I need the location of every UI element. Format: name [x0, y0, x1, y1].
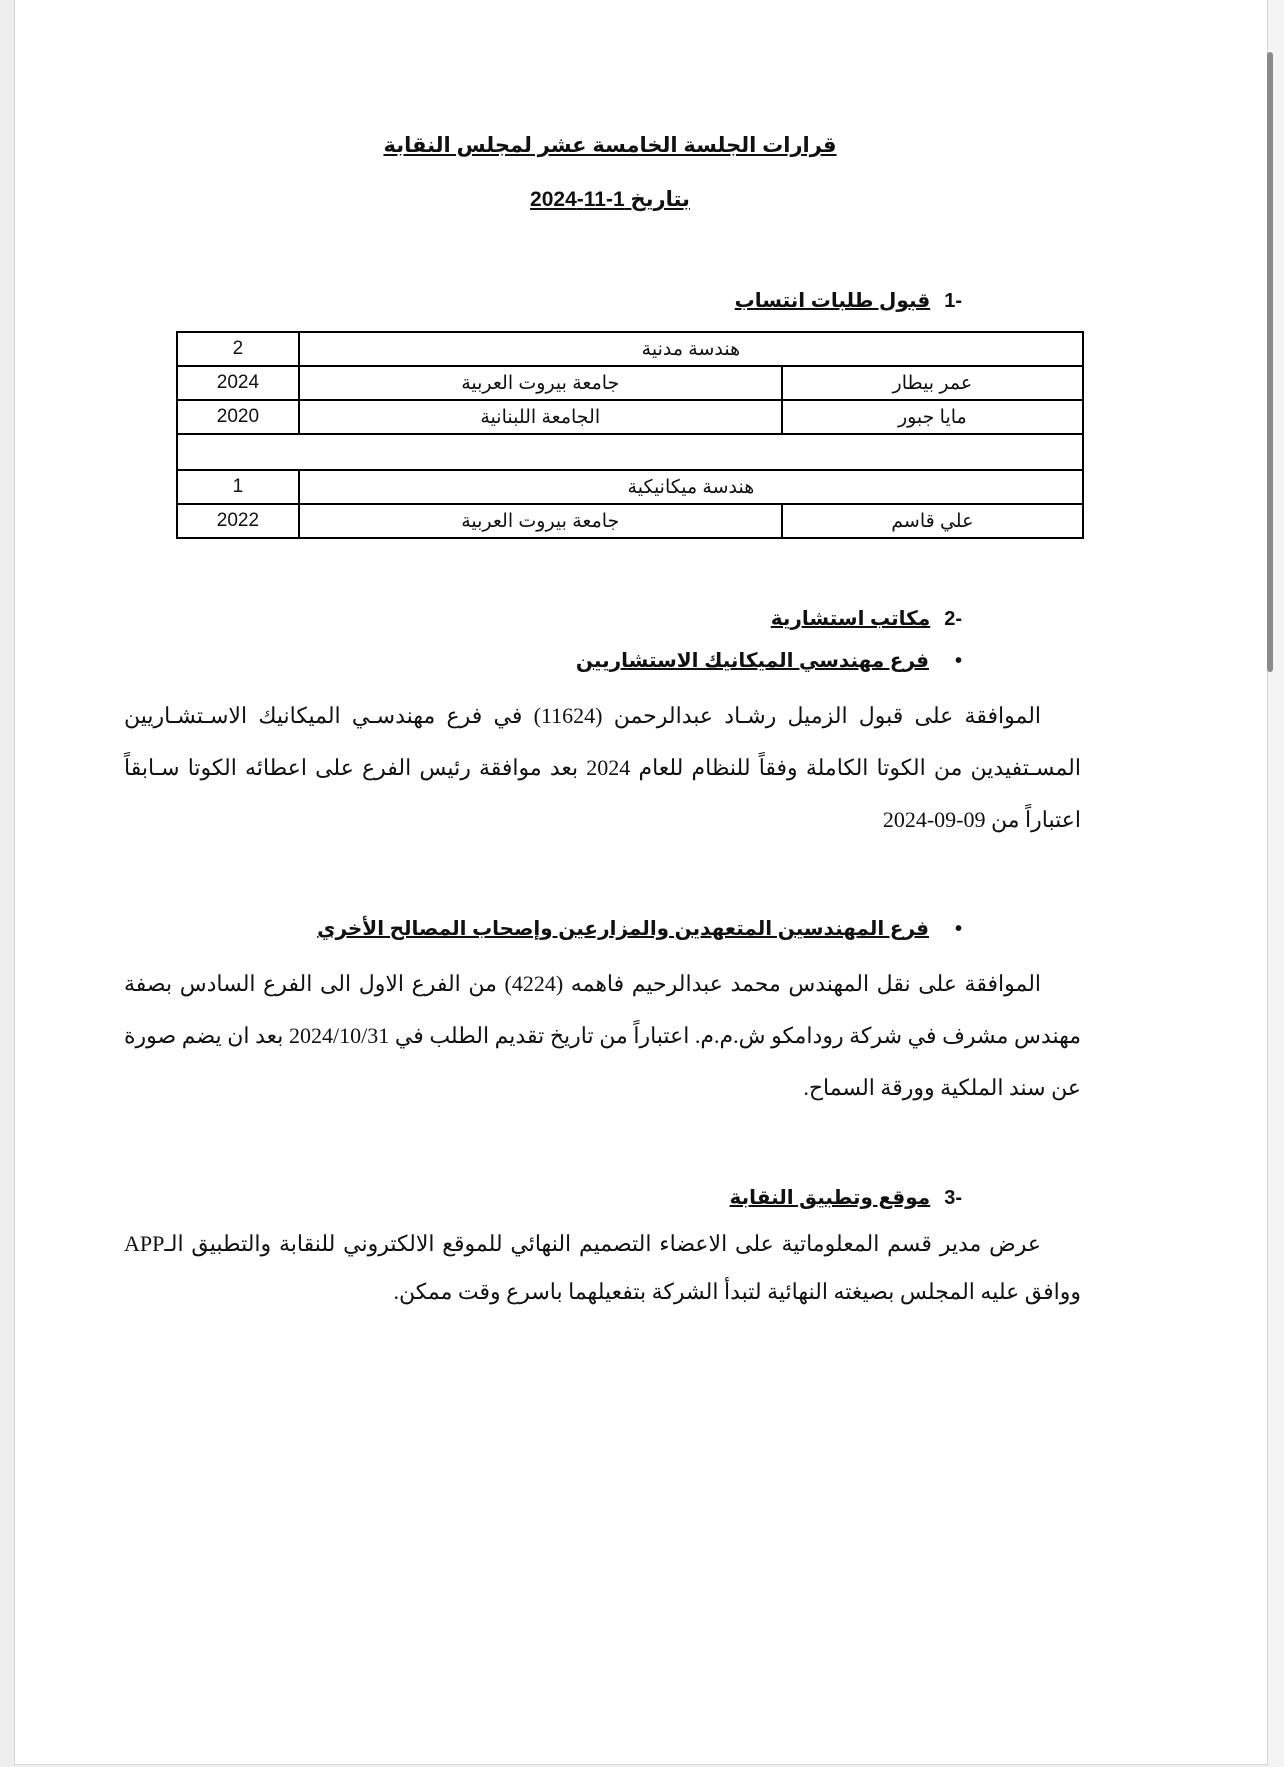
table-row [177, 400, 1083, 434]
document-title: قرارات الجلسة الخامسة عشر لمجلس النقابة [383, 134, 837, 157]
paragraph-website [124, 1220, 1081, 1316]
paragraph-contractors [124, 958, 1081, 1114]
name-cell: علي قاسم [782, 504, 1083, 538]
university-cell: جامعة بيروت العربية [299, 504, 782, 538]
document-page [14, 0, 1268, 1765]
section3-title: موقع وتطبيق النقابة [729, 1187, 931, 1209]
count-cell: 1 [177, 470, 299, 504]
section1-heading [735, 288, 962, 313]
university-cell: الجامعة اللبنانية [299, 400, 782, 434]
university-cell: جامعة بيروت العربية [299, 366, 782, 400]
scrollbar-thumb[interactable] [1267, 52, 1273, 672]
document-date: بتاريخ 1-11-2024 [530, 188, 690, 211]
table-row [177, 366, 1083, 400]
paragraph-mechanical-text: الموافقة على قبول الزميل رشـاد عبدالرحمن (11624) في فرع مهندسـي الميكانيك الاسـتشـاريين المسـتفيدين من الكوتا الكاملة وفقاً للنظام للعام 2024 بعد موافقة رئيس الفرع على اعطائه الكوتا سـابقاً اعتباراً من 09-09-2024 [124, 703, 1081, 832]
year-cell: 2024 [177, 366, 299, 400]
bullet-dot-icon: • [954, 650, 962, 672]
specialty-cell: هندسة ميكانيكية [299, 470, 1083, 504]
year-cell: 2020 [177, 400, 299, 434]
section3-number: -3 [944, 1187, 962, 1209]
bullet-contractors [317, 916, 962, 941]
empty-cell [177, 434, 1083, 470]
table-spacer-row [177, 434, 1083, 470]
table-row [177, 504, 1083, 538]
section2-title: مكاتب استشارية [770, 608, 931, 630]
section1-title: قبول طلبات انتساب [734, 290, 931, 312]
paragraph-website-text: عرض مدير قسم المعلوماتية على الاعضاء التصميم النهائي للموقع الالكتروني للنقابة والتطبيق الـAPP ووافق عليه المجلس بصيغته النهائية لتبدأ الشركة بتفعيلهما باسرع وقت ممكن. [124, 1231, 1081, 1304]
section1-number: -1 [944, 290, 962, 312]
bullet-dot-icon: • [954, 918, 962, 940]
paragraph-contractors-text: الموافقة على نقل المهندس محمد عبدالرحيم فاهمه (4224) من الفرع الاول الى الفرع السادس بصفة مهندس مشرف في شركة رودامكو ش.م.م. اعتباراً من تاريخ تقديم الطلب في 2024/10/31 بعد ان يضم صورة عن سند الملكية وورقة السماح. [124, 971, 1082, 1100]
name-cell: مايا جبور [782, 400, 1083, 434]
name-cell: عمر بيطار [782, 366, 1083, 400]
bullet-contractors-title: فرع المهندسين المتعهدين والمزارعين وإصحاب المصالح الأخري [317, 918, 929, 940]
year-cell: 2022 [177, 504, 299, 538]
section2-number: -2 [944, 608, 962, 630]
paragraph-mechanical [124, 690, 1081, 846]
bullet-mechanical [576, 648, 962, 673]
table-row [177, 470, 1083, 504]
table-row [177, 332, 1083, 366]
specialty-cell: هندسة مدنية [299, 332, 1083, 366]
membership-table [176, 331, 1084, 539]
count-cell: 2 [177, 332, 299, 366]
section3-heading [730, 1185, 962, 1210]
bullet-mechanical-title: فرع مهندسي الميكانيك الاستشاريين [575, 650, 929, 672]
section2-heading [771, 606, 962, 631]
